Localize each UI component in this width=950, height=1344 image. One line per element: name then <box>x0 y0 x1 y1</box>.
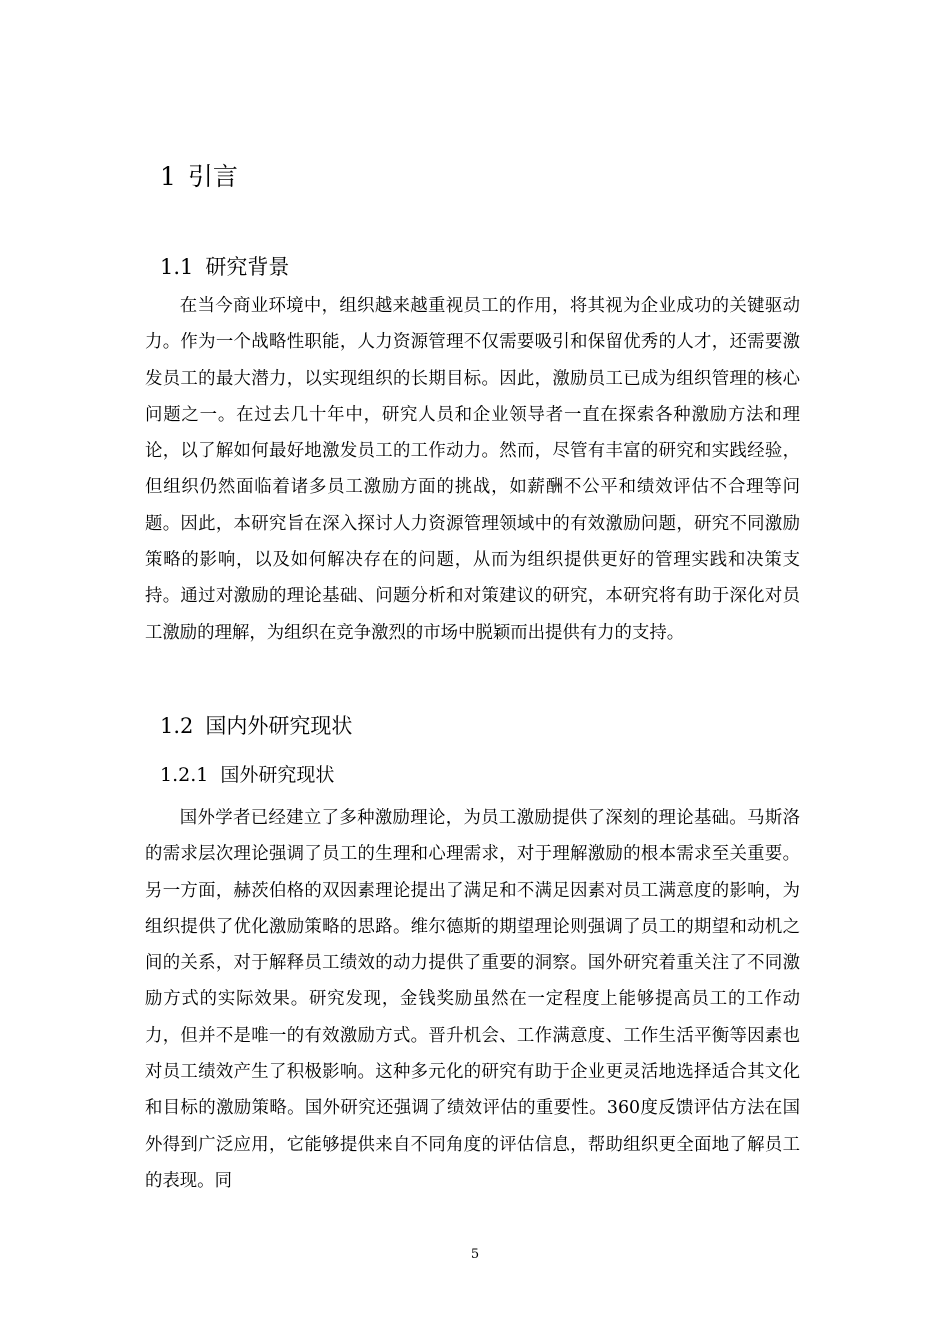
paragraph-foreign-research: 国外学者已经建立了多种激励理论，为员工激励提供了深刻的理论基础。马斯洛的需求层次理论强调了员工的生理和心理需求，对于理解激励的根本需求至关重要。另一方面，赫茨伯格的双因素理论提出了满足和不满足因素对员工满意度的影响，为组织提供了优化激励策略的思路。维尔德斯的期望理论则强调了员工的期望和动机之间的关系，对于解释员工绩效的动力提供了重要的洞察。国外研究着重关注了不同激励方式的实际效果。研究发现，金钱奖励虽然在一定程度上能够提高员工的工作动力，但并不是唯一的有效激励方式。晋升机会、工作满意度、工作生活平衡等因素也对员工绩效产生了积极影响。这种多元化的研究有助于企业更灵活地选择适合其文化和目标的激励策略。国外研究还强调了绩效评估的重要性。360度反馈评估方法在国外得到广泛应用，它能够提供来自不同角度的评估信息，帮助组织更全面地了解员工的表现。同 <box>145 808 800 1191</box>
section-number: 1.2 <box>160 714 194 738</box>
section-heading-1-1 <box>160 252 289 282</box>
chapter-heading <box>160 160 238 194</box>
chapter-number: 1 <box>160 162 176 191</box>
section-title: 研究背景 <box>205 255 290 279</box>
section-title: 国内外研究现状 <box>205 714 353 738</box>
subsection-heading-1-2-1 <box>160 761 334 789</box>
paragraph-research-background: 在当今商业环境中，组织越来越重视员工的作用，将其视为企业成功的关键驱动力。作为一个战略性职能，人力资源管理不仅需要吸引和保留优秀的人才，还需要激发员工的最大潜力，以实现组织的长期目标。因此，激励员工已成为组织管理的核心问题之一。在过去几十年中，研究人员和企业领导者一直在探索各种激励方法和理论，以了解如何最好地激发员工的工作动力。然而，尽管有丰富的研究和实践经验，但组织仍然面临着诸多员工激励方面的挑战，如薪酬不公平和绩效评估不合理等问题。因此，本研究旨在深入探讨人力资源管理领域中的有效激励问题，研究不同激励策略的影响，以及如何解决存在的问题，从而为组织提供更好的管理实践和决策支持。通过对激励的理论基础、问题分析和对策建议的研究，本研究将有助于深化对员工激励的理解，为组织在竞争激烈的市场中脱颖而出提供有力的支持。 <box>145 296 800 643</box>
page-number: 5 <box>470 1247 480 1262</box>
section-heading-1-2 <box>160 711 352 741</box>
subsection-title: 国外研究现状 <box>220 764 335 786</box>
section-number: 1.1 <box>160 255 194 279</box>
chapter-title: 引言 <box>187 162 238 191</box>
subsection-number: 1.2.1 <box>160 764 209 786</box>
